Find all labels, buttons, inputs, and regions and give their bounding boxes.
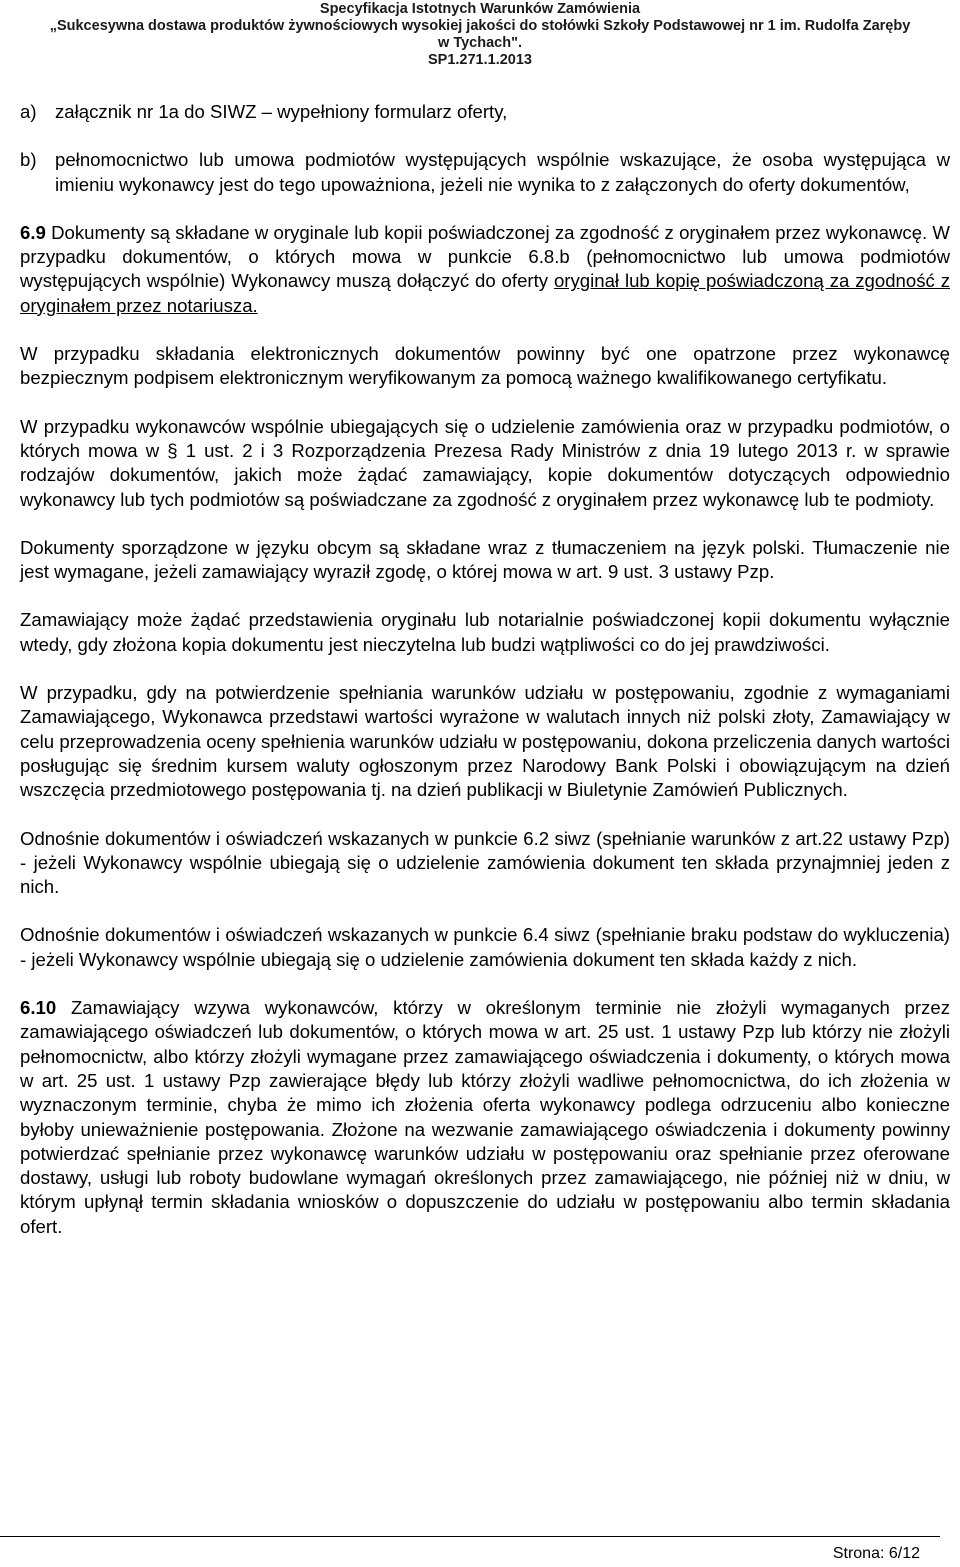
underlined-text: oryginał lub kopię poświadczoną za zgodność z oryginałem przez notariusza. [20,270,950,316]
paragraph-joint-bidders: W przypadku wykonawców wspólnie ubiegających się o udzielenie zamówienia oraz w przypadku podmiotów, o których mowa w § 1 ust. 2 i 3 Rozporządzenia Prezesa Rady Ministrów z dnia 19 lutego 2013 r. w sprawie rodzajów dokumentów, jakich może żądać zamawiający, kopie dokumentów dotyczących odpowiednio wykonawcy lub tych podmiotów są poświadczane za zgodność z oryginałem przez wykonawcę lub te podmioty. [20,415,950,510]
list-marker: b) [20,149,37,171]
list-item-a [20,100,950,124]
section-text: Zamawiający wzywa wykonawców, którzy w określonym terminie nie złożyli wymaganych przez zamawiającego oświadczeń lub dokumentów, o których mowa w art. 25 ust. 1 ustawy Pzp lub którzy nie złożyli pełnomocnictw, albo którzy złożyli wymagane przez zamawiającego oświadczenia i dokumenty, o których mowa w art. 25 ust. 1 ustawy Pzp zawierające błędy lub którzy złożyli wadliwe pełnomocnictwa, do ich złożenia w wyznaczonym terminie, chyba że mimo ich złożenia oferta wykonawcy podlega odrzuceniu albo konieczne byłoby unieważnienie postępowania. Złożone na wezwanie zamawiającego oświadczenia i dokumenty powinny potwierdzać spełnianie przez wykonawcę warunków udziału w postępowaniu oraz spełnianie przez oferowane dostawy, usługi lub roboty budowlane wymagań określonych przez zamawiającego, nie później niż w dniu, w którym upłynął termin składania wniosków o dopuszczenie do udziału w postępowaniu albo termin składania ofert. [20,997,950,1237]
paragraph-6-2: Odnośnie dokumentów i oświadczeń wskazanych w punkcie 6.2 siwz (spełnianie warunków z art.22 ustawy Pzp) - jeżeli Wykonawcy wspólnie ubiegają się o udzielenie zamówienia dokument ten składa przynajmniej jeden z nich. [20,827,950,898]
section-number: 6.10 [20,997,57,1019]
section-text: Dokumenty są składane w oryginale lub kopii poświadczonej za zgodność z oryginałem przez wykonawcę. W przypadku dokumentów, o których mowa w punkcie 6.8.b (pełnomocnictwo lub umowa podmiotów występujących wspólnie) Wykonawcy muszą dołączyć do oferty [20,221,950,292]
footer-divider [0,1536,940,1537]
section-6-10 [20,996,950,1239]
document-body [20,100,950,1263]
document-header [0,0,960,69]
paragraph-6-4: Odnośnie dokumentów i oświadczeń wskazanych w punkcie 6.4 siwz (spełnianie braku podstaw do wykluczenia) - jeżeli Wykonawcy wspólnie ubiegają się o udzielenie zamówienia dokument ten składa każdy z nich. [20,924,950,970]
list-item-text: załącznik nr 1a do SIWZ – wypełniony formularz oferty, [55,101,508,122]
page-number: Strona: 6/12 [832,1545,920,1562]
section-6-9 [20,221,950,318]
list-item-b [20,148,950,197]
list-marker: a) [20,101,37,122]
section-number: 6.9 [20,221,46,243]
header-subject-cont: w Tychach". [438,35,522,51]
paragraph-original-request: Zamawiający może żądać przedstawienia oryginału lub notarialnie poświadczonej kopii dokumentu wyłącznie wtedy, gdy złożona kopia dokumentu jest nieczytelna lub budzi wątpliwości co do jej prawdziwości. [20,609,950,655]
paragraph-currency: W przypadku, gdy na potwierdzenie spełniania warunków udziału w postępowaniu, zgodnie z wymaganiami Zamawiającego, Wykonawca przedstawi wartości wyrażone w walutach innych niż polski złoty, Zamawiający w celu przeprowadzenia oceny spełnienia warunków udziału w postępowaniu, dokona przeliczenia danych wartości posługując się średnim kursem waluty ogłoszonym przez Narodowy Bank Polski i obowiązującym na dzień wszczęcia przedmiotowego postępowania tj. na dzień publikacji w Biuletynie Zamówień Publicznych. [20,682,950,801]
list-item-text: pełnomocnictwo lub umowa podmiotów występujących wspólnie wskazujące, że osoba występująca w imieniu wykonawcy jest do tego upoważniona, jeżeli nie wynika to z załączonych do oferty dokumentów, [55,149,950,195]
header-title: Specyfikacja Istotnych Warunków Zamówienia [319,1,641,17]
header-subject: „Sukcesywna dostawa produktów żywnościowych wysokiej jakości do stołówki Szkoły Podstawowej nr 1 im. Rudolfa Zaręby [49,18,911,34]
header-reference: SP1.271.1.2013 [427,52,532,68]
paragraph-electronic: W przypadku składania elektronicznych dokumentów powinny być one opatrzone przez wykonawcę bezpiecznym podpisem elektronicznym weryfikowanym za pomocą ważnego kwalifikowanego certyfikatu. [20,343,950,389]
paragraph-translation: Dokumenty sporządzone w języku obcym są składane wraz z tłumaczeniem na język polski. Tłumaczenie nie jest wymagane, jeżeli zamawiający wyraził zgodę, o której mowa w art. 9 ust. 3 ustawy Pzp. [20,536,950,583]
